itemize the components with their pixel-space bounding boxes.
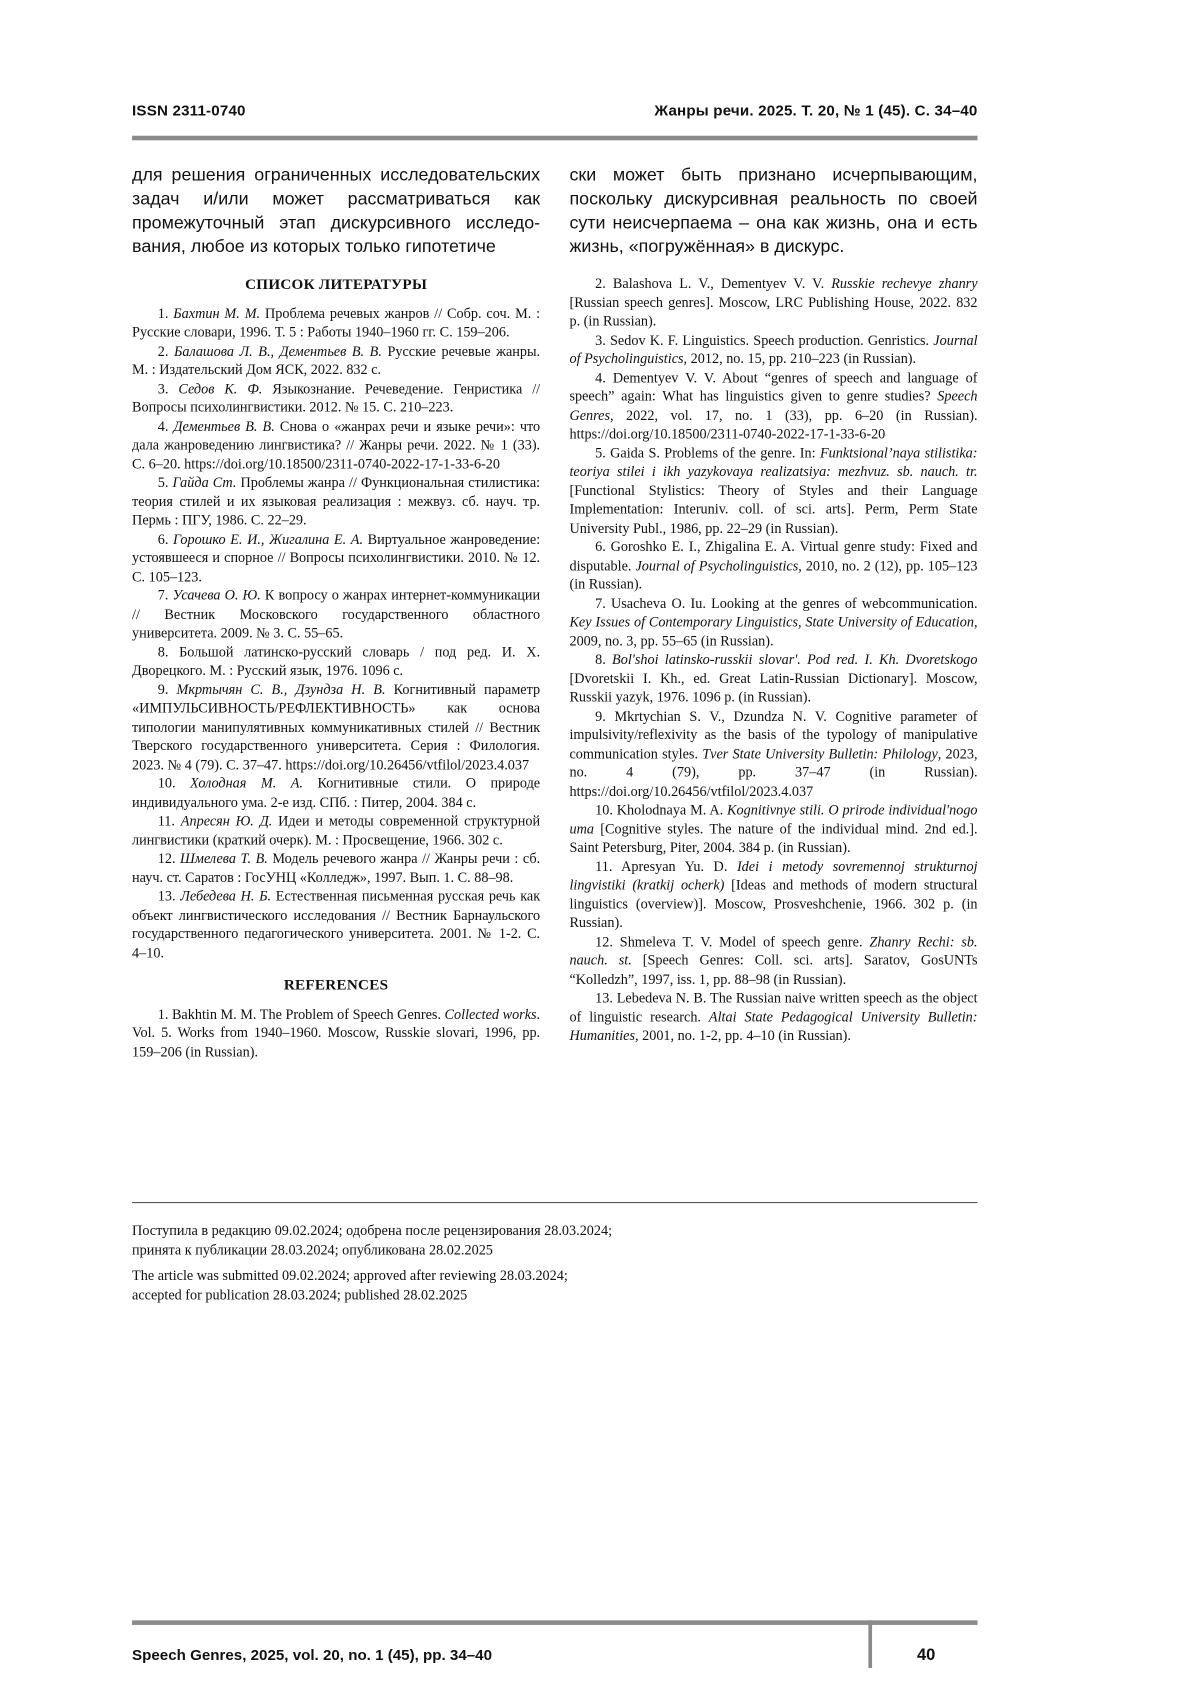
references-en-list-part1 [132,1005,540,1061]
reference-en-item [569,444,977,538]
reference-source: Funktsional’naya stilistika: teoriya stilei i ikh yazykovaya realizatsiya: mezhvuz. sb. nauch. tr. [569,445,978,480]
reference-text: Gaida S. Problems of the genre. In: [610,445,820,461]
reference-text: Естественная письменная русская речь как объект лингвистического исследования // Вестник Барнаульского государственного педагогического университета. 2001. № 1-2. С. 4–10. [132,888,541,961]
reference-ru-item [132,587,540,643]
reference-author: Лебедева Н. Б. [180,888,272,905]
reference-en-item [569,275,977,331]
reference-details: , 2009, no. 3, pp. 55–65 (in Russian). [569,614,978,649]
reference-ru-item [132,305,540,343]
reference-ru-item [132,342,540,380]
submission-note-ru [132,1222,612,1260]
reference-details: [Functional Stylistics: Theory of Styles and their Language Implementation: Interuniv. coll. of sci. arts]. Perm, Perm State University Publ., 1986, pp. 22–29 (in Russian). [569,482,978,536]
reference-author: Дементьев В. В. [173,418,275,435]
reference-ru-item [132,681,540,775]
reference-number: 12. [595,933,620,950]
reference-en-item [569,707,977,801]
reference-text: Kholodnaya M. A. [616,802,728,818]
reference-details: , 2012, no. 15, pp. 210–223 (in Russian). [683,351,917,367]
reference-text: Проблема речевых жанров // Собр. соч. М. : Русские словари, 1996. Т. 5 : Работы 1940–1960 гг. С. 159–206. [132,305,541,341]
reference-ru-item [132,888,540,963]
reference-en-item [132,1005,540,1061]
reference-text: Когнитивный параметр «ИМПУЛЬСИВНОСТЬ/РЕФЛЕКТИВНОСТЬ» как основа типологии манипулятивных коммуникативных стилей // Вестник Тверского государственного университета. Серия : Филология. 2023. № 4 (79). С. 37–47. https://doi.org/10.26456/vtfilol/2023.4.037 [132,681,541,773]
reference-ru-item [132,775,540,813]
reference-ru-item [132,380,540,418]
note-en-line1: The article was submitted 09.02.2024; approved after reviewing 28.03.2024; [132,1268,568,1284]
reference-text: Идеи и методы современной структурной лингвистики (краткий очерк). М. : Просвещение, 1966. 302 с. [132,813,541,848]
reference-number: 11. [157,813,181,829]
references-en-list-part2 [569,275,977,1046]
reference-details: , 2010, no. 2 (12), pp. 105–123 (in Russian). [569,557,978,593]
reference-text: Balashova L. V., Dementyev V. V. [612,276,832,292]
reference-text: Mkrtychian S. V., Dzundza N. V. Cognitive parameter of impulsivity/reflexivity as the basis of the typology of manipulative communication styles. [569,708,978,762]
reference-ru-item [132,474,540,530]
reference-number: 5. [595,445,611,461]
reference-en-item [569,858,977,933]
reference-ru-item [132,418,540,474]
reference-number: 4. [157,418,174,435]
header-issn: ISSN 2311-0740 [132,102,246,120]
reference-source: Zhanry Rechi: sb. nauch. st. [569,933,978,969]
reference-number: 3. [157,381,179,397]
notes-rule [132,1202,977,1203]
reference-number: 6. [157,531,174,547]
reference-text: Goroshko E. I., Zhigalina E. A. Virtual genre study: Fixed and disputable. [569,539,978,574]
reference-source: Tver State University Bulletin: Philology [702,745,938,762]
reference-number: 2. [157,343,174,360]
reference-number: 4. [595,370,613,386]
references-en-title: REFERENCES [283,975,389,994]
reference-number: 10. [595,802,617,818]
reference-text: Виртуальное жанроведение: устоявшееся и спорное // Вопросы психолингвистики. 2010. № 12. С. 105–123. [132,531,541,585]
reference-author: Шмелева Т. В. [180,850,268,867]
reference-number: 13. [157,888,181,905]
page-number: 40 [917,1645,936,1664]
reference-text: К вопросу о жанрах интернет-коммуникации // Вестник Московского государственного областного университета. 2009. № 3. С. 55–65. [132,587,541,641]
reference-text: Dementyev V. V. About “genres of speech and language of speech” again: What has linguistics given to genre studies? [569,370,978,405]
reference-en-item [569,801,977,857]
reference-en-item [569,538,977,594]
reference-details: . Vol. 5. Works from 1940–1960. Moscow, Russkie slovari, 1996, pp. 159–206 (in Russian). [132,1006,541,1060]
reference-en-item [569,369,977,444]
reference-en-item [569,595,977,651]
header-journal-ref: Жанры речи. 2025. Т. 20, № 1 (45). С. 34–40 [654,102,978,120]
reference-details: [Cognitive styles. The nature of the individual mind. 2nd ed.]. Saint Petersburg, Piter, 2004. 384 p. (in Russian). [569,821,978,856]
reference-number: 5. [157,475,173,491]
reference-number: 6. [595,539,611,555]
reference-number: 8. [157,644,180,660]
footer-rule [132,1620,977,1625]
reference-number: 12. [157,850,181,867]
reference-source: Journal of Psycholinguistics [569,332,978,367]
reference-details: [Russian speech genres]. Moscow, LRC Publishing House, 2022. 832 p. (in Russian). [569,294,978,330]
reference-number: 7. [595,595,612,612]
reference-author: Холодная М. А. [189,775,303,792]
reference-number: 9. [157,681,177,698]
reference-number: 3. [595,332,611,349]
reference-details: , 2022, vol. 17, no. 1 (33), pp. 6–20 (in Russian). https://doi.org/10.18500/2311-0740-2022-17-1-33-6-20 [569,407,978,442]
reference-text: Языкознание. Речеведение. Генристика // Вопросы психолингвистики. 2012. № 15. С. 210–223. [132,381,541,416]
reference-number: 1. [157,1006,172,1022]
reference-details: , 2023, no. 4 (79), pp. 37–47 (in Russian). https://doi.org/10.26456/vtfilol/2023.4.037 [569,745,978,800]
intro-text-left: для решения ограниченных исследовательских задач и/или может рассматриваться как промежуточный этап дискурсивного исследования, любое из которых только гипотетиче [132,165,541,257]
right-column [569,275,977,1046]
reference-ru-item [132,812,540,850]
reference-number: 2. [595,276,613,292]
left-column [132,275,540,1062]
footer-divider [868,1620,872,1668]
reference-en-item [569,651,977,707]
references-ru-list [132,305,540,963]
reference-author: Мкртычян С. В., Дзундза Н. В. [176,681,386,698]
reference-details: [Speech Genres: Coll. sci. arts]. Saratov, GosUNTs “Kolledzh”, 1997, iss. 1, pp. 88–98 (in Russian). [569,952,978,988]
reference-source: Collected works [444,1006,537,1022]
reference-number: 7. [157,587,173,604]
reference-text: Когнитивные стили. О природе индивидуального ума. 2-е изд. СПб. : Питер, 2004. 384 с. [132,775,541,811]
reference-number: 13. [595,990,617,1006]
reference-text: Apresyan Yu. D. [621,858,737,875]
submission-note-en [132,1267,568,1305]
reference-number: 1. [157,305,174,322]
reference-author: Бахтин М. М. [173,305,261,322]
reference-number: 9. [595,708,615,724]
footer-citation: Speech Genres, 2025, vol. 20, no. 1 (45), pp. 34–40 [132,1646,492,1664]
reference-en-item [569,933,977,989]
reference-ru-item [132,850,540,888]
reference-source: Idei i metody sovremennoj strukturnoj lingvistiki (kratkij ocherk) [569,858,978,894]
reference-en-item [569,331,977,369]
reference-number: 10. [157,775,190,792]
reference-text: Lebedeva N. B. The Russian naive written speech as the object of linguistic research. [569,990,978,1025]
reference-text: Проблемы жанра // Функциональная стилистика: теория стилей и их языковая реализация : межвуз. сб. науч. тр. Пермь : ПГУ, 1986. С. 22–29. [132,475,541,529]
reference-source: Russkie rechevye zhanry [831,276,978,292]
reference-text: Usacheva O. Iu. Looking at the genres of webcommunication. [611,595,978,612]
reference-number: 8. [595,651,613,668]
reference-details: , 2001, no. 1-2, pp. 4–10 (in Russian). [634,1027,851,1044]
reference-source: Journal of Psycholinguistics [635,557,799,574]
reference-author: Балашова Л. В., Дементьев В. В. [173,343,382,360]
reference-source: Key Issues of Contemporary Linguistics, State University of Education [569,614,974,630]
header-rule [132,136,977,141]
reference-text: Модель речевого жанра // Жанры речи : сб. науч. ст. Саратов : ГосУНЦ «Колледж», 1997. Вып. 1. С. 88–98. [132,850,541,886]
note-ru-line2: принята к публикации 28.03.2024; опубликована 28.02.2025 [132,1242,493,1258]
note-en-line2: accepted for publication 28.03.2024; published 28.02.2025 [132,1287,468,1303]
reference-source: Bol'shoi latinsko-russkii slovar'. Pod red. I. Kh. Dvoretskogo [612,651,978,668]
intro-text-right: ски может быть признано исчерпывающим, поскольку дискурсивная реальность по своей сути неисчерпаема – она как жизнь, она и есть жизнь, «погружённая» в дискурс. [569,165,978,257]
reference-source: Altai State Pedagogical University Bulletin: Humanities [569,1009,978,1044]
reference-text: Большой латинско-русский словарь / под ред. И. Х. Дворецкого. М. : Русский язык, 1976. 1096 с. [132,644,541,679]
reference-author: Седов К. Ф. [178,381,263,397]
reference-text: Снова о «жанрах речи и языке речи»: что дала жанроведению лингвистика? // Жанры речи. 2022. № 1 (33). С. 6–20. https://doi.org/10.18500/2311-0740-2022-17-1-33-6-20 [132,418,541,472]
reference-author: Усачева О. Ю. [172,587,261,604]
reference-author: Гайда Ст. [172,475,237,491]
reference-ru-item [132,530,540,586]
reference-en-item [569,989,977,1045]
reference-text: Shmeleva T. V. Model of speech genre. [619,933,870,950]
reference-text: Bakhtin M. M. The Problem of Speech Genres. [171,1006,445,1022]
reference-source: Speech Genres [569,388,978,424]
reference-details: [Dvoretskii I. Kh., ed. Great Latin-Russian Dictionary]. Moscow, Russkii yazyk, 1976. 1096 p. (in Russian). [569,670,978,706]
references-ru-title: СПИСОК ЛИТЕРАТУРЫ [245,275,428,293]
reference-text: Русские речевые жанры. М. : Издательский Дом ЯСК, 2022. 832 с. [132,343,541,378]
note-ru-line1: Поступила в редакцию 09.02.2024; одобрена после рецензирования 28.03.2024; [132,1223,613,1239]
reference-details: [Ideas and methods of modern structural linguistics (overview)]. Moscow, Prosveshchenie, 1966. 302 p. (in Russian). [569,877,978,931]
reference-author: Горошко Е. И., Жигалина Е. А. [173,531,364,547]
reference-text: Sedov K. F. Linguistics. Speech production. Genristics. [610,332,934,349]
reference-number: 11. [595,858,622,875]
reference-author: Апресян Ю. Д. [180,813,273,829]
reference-source: Kognitivnye stili. O prirode individual'nogo uma [569,802,978,837]
reference-ru-item [132,643,540,681]
